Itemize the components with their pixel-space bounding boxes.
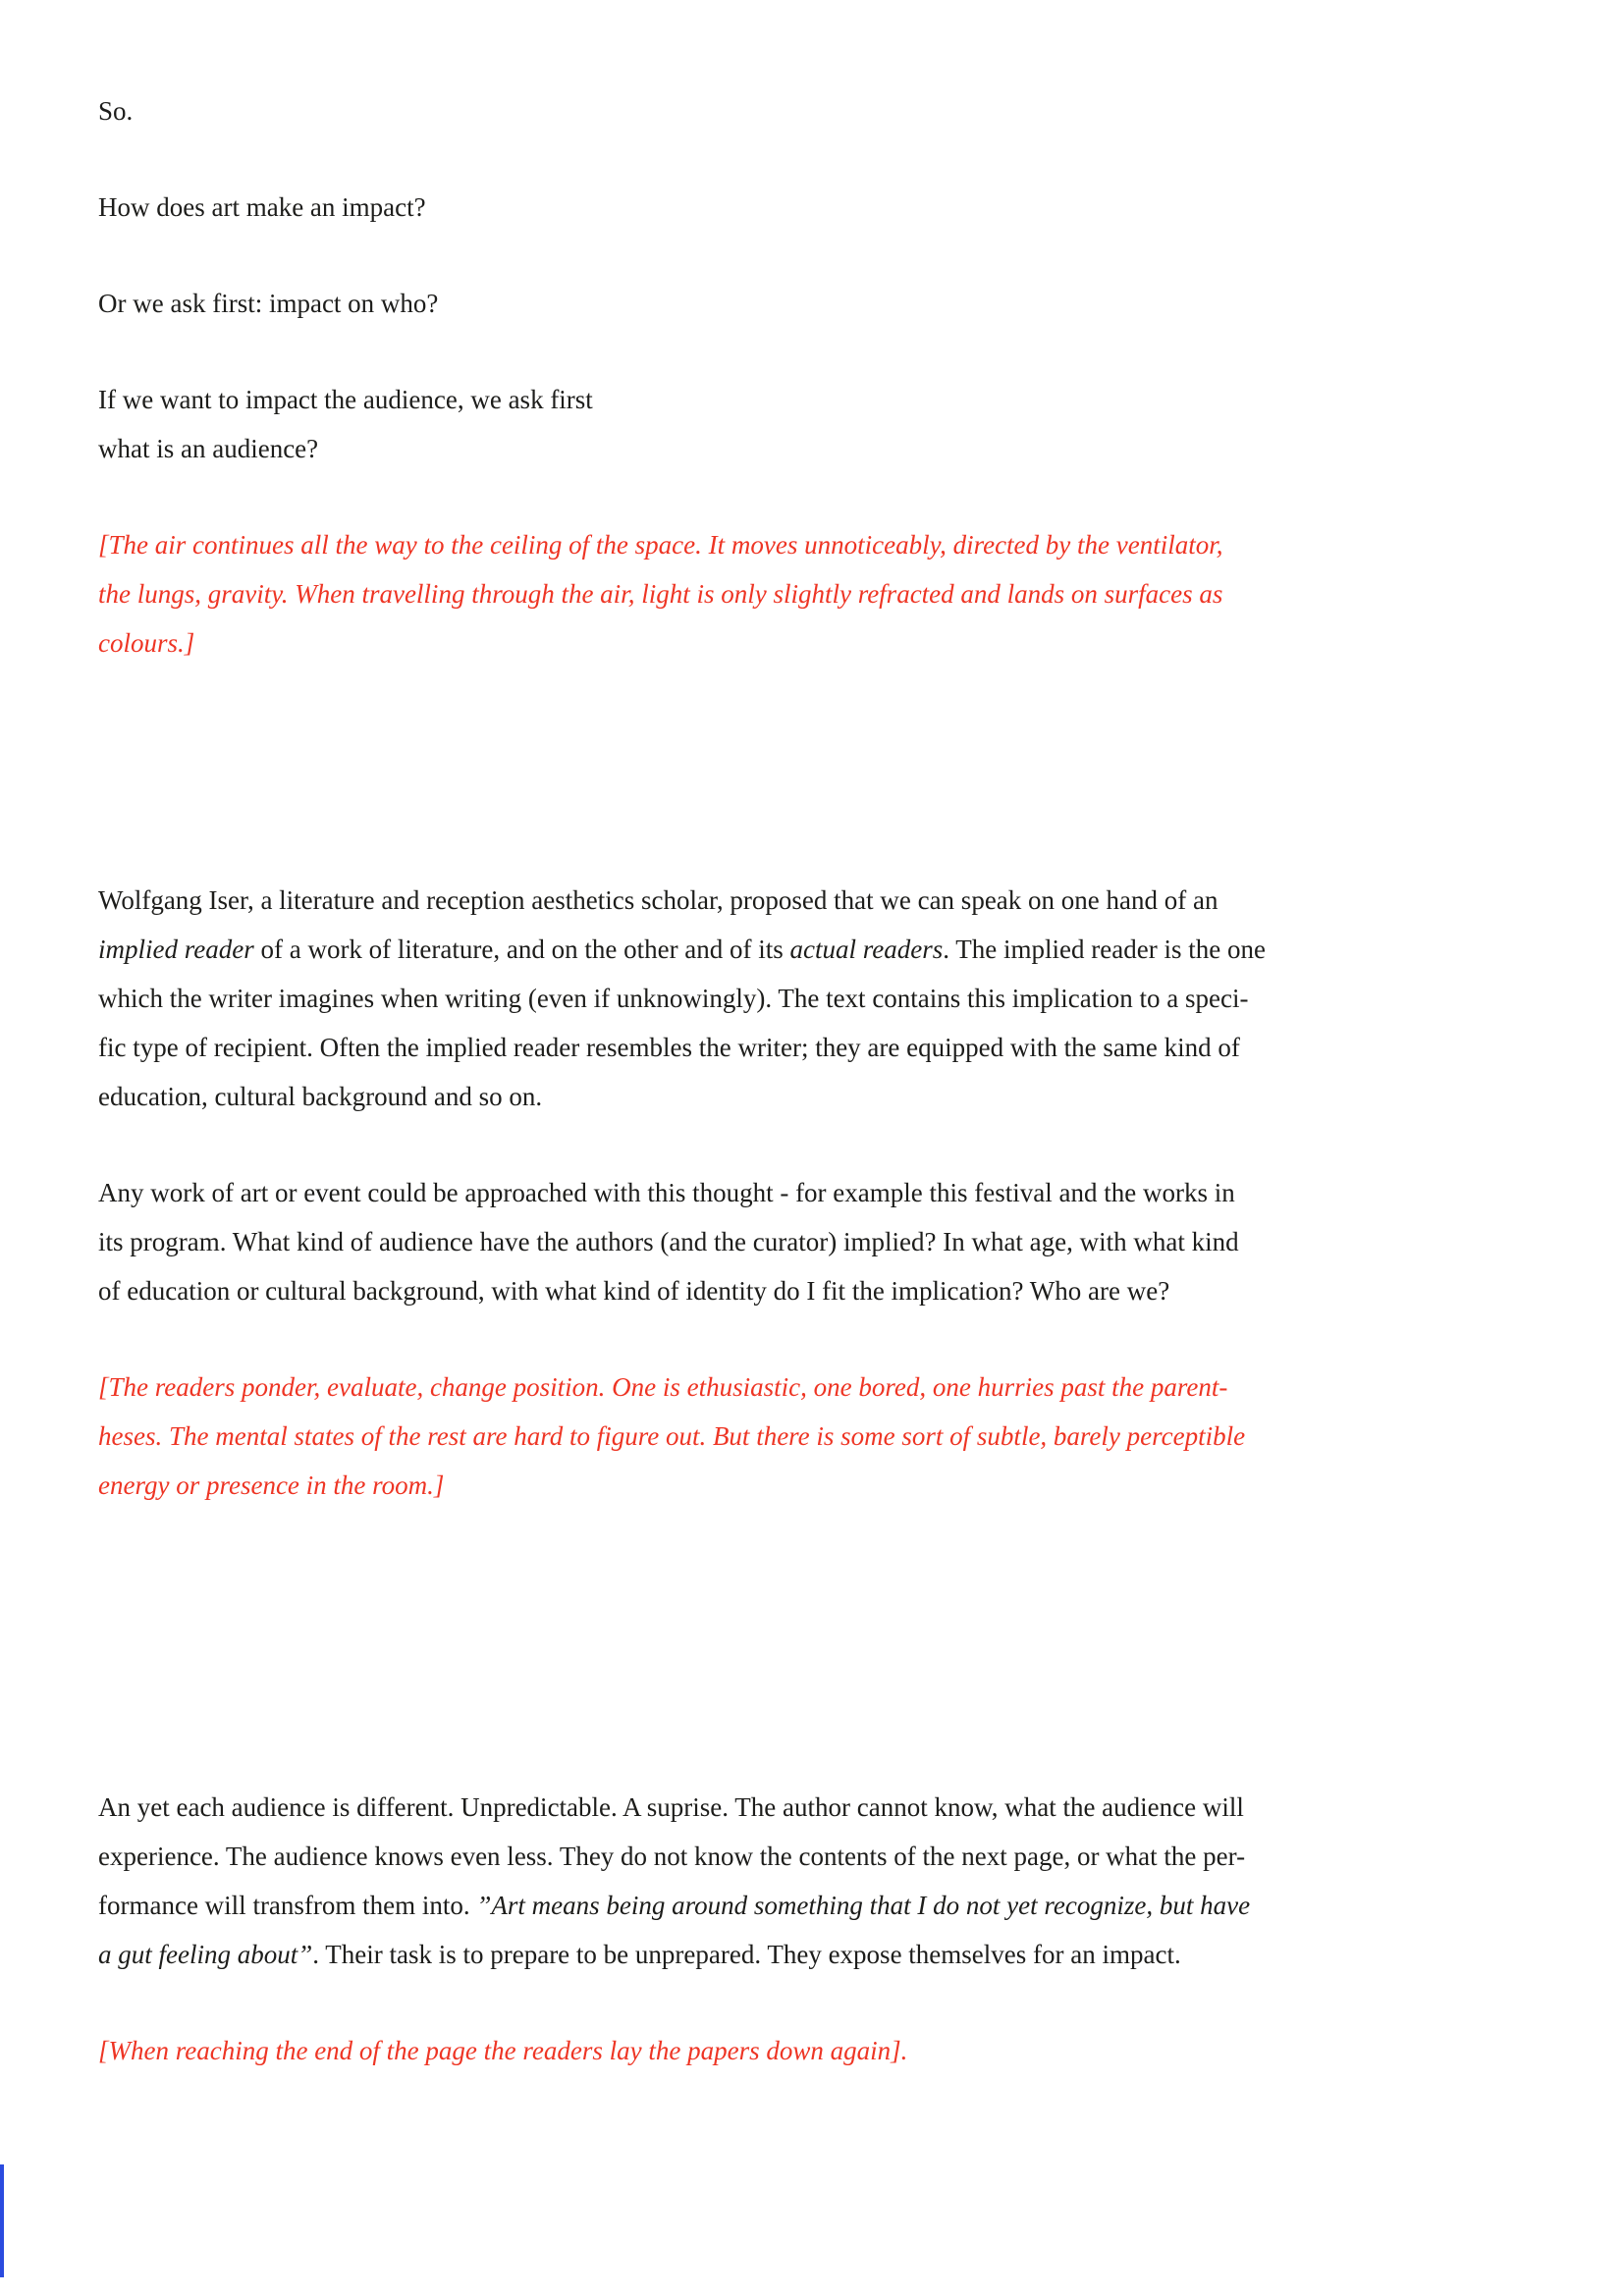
text-line	[98, 1072, 1526, 1121]
text-run: If we want to impact the audience, we ask first	[98, 385, 593, 414]
stage-direction-paragraph	[98, 2026, 1526, 2075]
blue-margin-marker	[0, 2164, 4, 2277]
text-line	[98, 618, 1526, 667]
body-paragraph	[98, 86, 1526, 135]
text-run: An yet each audience is different. Unpredictable. A suprise. The author cannot know, what the audience will	[98, 1792, 1244, 1822]
text-line	[98, 1412, 1526, 1461]
text-run: what is an audience?	[98, 434, 319, 463]
text-run: formance will transfrom them into.	[98, 1891, 477, 1920]
text-line	[98, 876, 1526, 925]
italic-text-run: ”Art means being around something that I do not yet recognize, but have	[476, 1891, 1251, 1920]
body-paragraph	[98, 1783, 1526, 1979]
body-paragraph	[98, 876, 1526, 1121]
text-run: [When reaching the end of the page the readers lay the papers down again].	[98, 2036, 908, 2065]
text-line	[98, 2026, 1526, 2075]
text-run: How does art make an impact?	[98, 192, 426, 222]
text-run: colours.]	[98, 628, 195, 658]
text-run: experience. The audience knows even less. They do not know the contents of the next page, or what the per-	[98, 1842, 1246, 1871]
italic-text-run: a gut feeling about”	[98, 1940, 313, 1969]
text-line	[98, 974, 1526, 1023]
text-run: of education or cultural background, with what kind of identity do I fit the implication? Who are we?	[98, 1276, 1170, 1306]
text-run: education, cultural background and so on.	[98, 1082, 543, 1111]
stage-direction-paragraph	[98, 520, 1526, 667]
stage-direction-paragraph	[98, 1362, 1526, 1510]
text-line	[98, 86, 1526, 135]
text-run: [The readers ponder, evaluate, change position. One is ethusiastic, one bored, one hurries past the parent-	[98, 1372, 1228, 1402]
text-line	[98, 375, 1526, 424]
text-run: heses. The mental states of the rest are hard to figure out. But there is some sort of subtle, barely perceptible	[98, 1421, 1246, 1451]
body-paragraph	[98, 1168, 1526, 1315]
text-run: Any work of art or event could be approached with this thought - for example this festival and the works in	[98, 1178, 1235, 1207]
text-line	[98, 925, 1526, 974]
text-run: . Their task is to prepare to be unprepared. They expose themselves for an impact.	[312, 1940, 1181, 1969]
body-paragraph	[98, 183, 1526, 232]
text-line	[98, 424, 1526, 473]
body-paragraph	[98, 279, 1526, 328]
text-line	[98, 520, 1526, 569]
text-run: Or we ask first: impact on who?	[98, 289, 439, 318]
italic-text-run: actual readers	[789, 934, 944, 964]
text-run: So.	[98, 96, 134, 126]
text-line	[98, 1217, 1526, 1266]
text-line	[98, 1881, 1526, 1930]
body-paragraph	[98, 375, 1526, 473]
text-line	[98, 1023, 1526, 1072]
text-run: of a work of literature, and on the other and of its	[253, 934, 790, 964]
text-run: its program. What kind of audience have the authors (and the curator) implied? In what age, with what kind	[98, 1227, 1239, 1256]
text-line	[98, 279, 1526, 328]
text-run: Wolfgang Iser, a literature and reception aesthetics scholar, proposed that we can speak on one hand of an	[98, 885, 1218, 915]
text-run: which the writer imagines when writing (even if unknowingly). The text contains this implication to a speci-	[98, 984, 1249, 1013]
text-line	[98, 569, 1526, 618]
text-line	[98, 1930, 1526, 1979]
text-run: energy or presence in the room.]	[98, 1470, 445, 1500]
text-line	[98, 1362, 1526, 1412]
text-run: the lungs, gravity. When travelling through the air, light is only slightly refracted and lands on surfaces as	[98, 579, 1223, 609]
text-line	[98, 1461, 1526, 1510]
text-line	[98, 1832, 1526, 1881]
text-line	[98, 1168, 1526, 1217]
text-line	[98, 1266, 1526, 1315]
document-body	[98, 86, 1526, 2075]
text-line	[98, 1783, 1526, 1832]
text-run: . The implied reader is the one	[943, 934, 1266, 964]
italic-text-run: implied reader	[98, 934, 254, 964]
text-run: fic type of recipient. Often the implied reader resembles the writer; they are equipped with the same kind of	[98, 1033, 1240, 1062]
text-line	[98, 183, 1526, 232]
text-run: [The air continues all the way to the ceiling of the space. It moves unnoticeably, directed by the ventilator,	[98, 530, 1223, 560]
